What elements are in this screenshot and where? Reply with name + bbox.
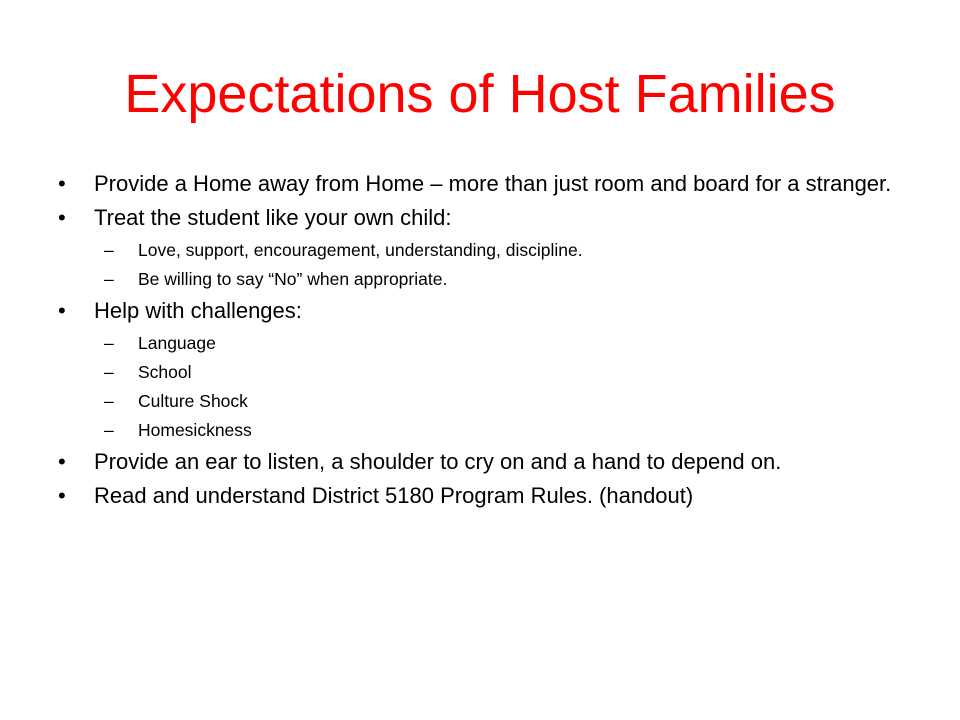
dash-glyph: – (104, 391, 114, 411)
bullet-glyph: • (58, 449, 66, 474)
sub-bullet-text: Be willing to say “No” when appropriate. (138, 269, 448, 289)
bullet-glyph: • (58, 171, 66, 196)
bullet-text: Provide a Home away from Home – more than just room and board for a stranger. (94, 171, 892, 196)
dash-glyph: – (104, 240, 114, 260)
sub-bullet-list (94, 333, 908, 440)
sub-bullet-item (94, 362, 908, 382)
bullet-item (58, 172, 908, 196)
bullet-item (58, 450, 908, 474)
sub-bullet-item (94, 420, 908, 440)
dash-glyph: – (104, 269, 114, 289)
bullet-text: Help with challenges: (94, 298, 302, 323)
sub-bullet-list (94, 240, 908, 289)
dash-glyph: – (104, 420, 114, 440)
sub-bullet-text: Language (138, 333, 216, 353)
bullet-list (58, 172, 908, 518)
slide-title: Expectations of Host Families (124, 64, 836, 124)
bullet-glyph: • (58, 298, 66, 323)
bullet-item (58, 299, 908, 440)
bullet-item (58, 484, 908, 508)
bullet-text: Treat the student like your own child: (94, 205, 452, 230)
bullet-glyph: • (58, 483, 66, 508)
sub-bullet-item (94, 391, 908, 411)
bullet-item (58, 206, 908, 289)
dash-glyph: – (104, 333, 114, 353)
dash-glyph: – (104, 362, 114, 382)
sub-bullet-item (94, 333, 908, 353)
sub-bullet-text: Love, support, encouragement, understanding, discipline. (138, 240, 583, 260)
bullet-text: Read and understand District 5180 Program Rules. (handout) (94, 483, 694, 508)
sub-bullet-item (94, 240, 908, 260)
sub-bullet-text: Culture Shock (138, 391, 248, 411)
sub-bullet-item (94, 269, 908, 289)
sub-bullet-text: Homesickness (138, 420, 252, 440)
bullet-glyph: • (58, 205, 66, 230)
sub-bullet-text: School (138, 362, 192, 382)
bullet-text: Provide an ear to listen, a shoulder to cry on and a hand to depend on. (94, 449, 782, 474)
